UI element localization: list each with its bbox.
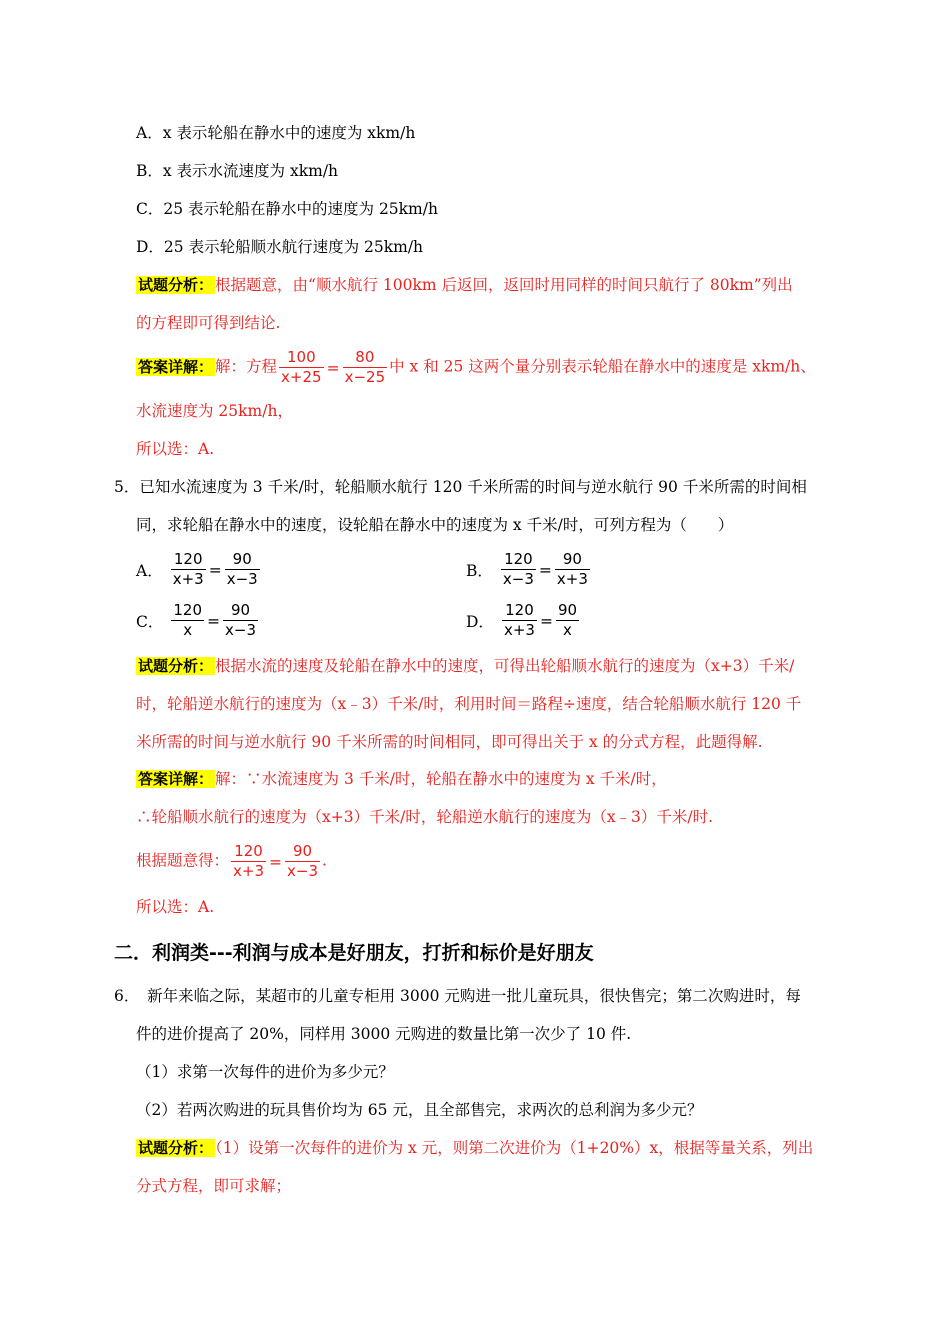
q6-analysis: 试题分析： （1）设第一次每件的进价为 x 元，则第二次进价为（1+20%）x，根据等量关系，列出 [138,1139,814,1157]
q4-analysis-line2: 的方程即可得到结论. [136,314,281,332]
q5-analysis-line3: 米所需的时间与逆水航行 90 千米所需的时间相同，即可得出关于 x 的分式方程，此题得解. [136,733,763,751]
q5-option-d: D． $\frac{120}{x+3}$ = $\frac{90}{x}$ [466,601,578,639]
q6-analysis-line2: 分式方程，即可求解； [136,1177,292,1195]
q6-sub2: （2）若两次购进的玩具售价均为 65 元，且全部售完，求两次的总利润为多少元？ [136,1101,703,1119]
q4-option-d: D．25 表示轮船顺水航行速度为 25km/h [136,238,424,256]
fraction: $\frac{100}{x+25}$ [281,348,322,386]
analysis-tag: 试题分析： [138,657,214,675]
q4-option-a: A．x 表示轮船在静水中的速度为 xkm/h [136,124,416,142]
analysis-tag: 试题分析： [138,1139,214,1157]
q4-answer-line3: 所以选：A. [136,440,215,458]
q4-answer: 答案详解： 解：方程 $\frac{100}{x+25}$ = $\frac{80}{x-25}$ 中 x 和 25 这两个量分别表示轮船在静水中的速度是 xkm/h、 [138,348,816,386]
q5-stem-line2: 同，求轮船在静水中的速度，设轮船在静水中的速度为 x 千米/时，可列方程为（ ） [136,516,734,534]
q6-sub1: （1）求第一次每件的进价为多少元？ [136,1063,394,1081]
q6-stem-line1: 6． 新年来临之际，某超市的儿童专柜用 3000 元购进一批儿童玩具，很快售完；第二次购进时，每 [114,987,801,1005]
section-heading: 二．利润类---利润与成本是好朋友，打折和标价是好朋友 [114,942,594,964]
q5-answer-line3: 根据题意得： $\frac{120}{x+3}$ = $\frac{90}{x-3}$ . [136,842,327,880]
q5-analysis: 试题分析： 根据水流的速度及轮船在静水中的速度，可得出轮船顺水航行的速度为（x+3）千米/ [138,657,795,675]
q5-answer: 答案详解： 解：∵水流速度为 3 千米/时，轮船在静水中的速度为 x 千米/时， [138,770,667,788]
q5-option-b: B． $\frac{120}{x-3}$ = $\frac{90}{x+3}$ [466,550,588,588]
q5-analysis-line2: 时，轮船逆水航行的速度为（x﹣3）千米/时，利用时间＝路程÷速度，结合轮船顺水航行 120 千 [136,695,802,713]
q4-option-b: B．x 表示水流速度为 xkm/h [136,162,339,180]
q5-option-a: A． $\frac{120}{x+3}$ = $\frac{90}{x-3}$ [136,550,258,588]
fraction: $\frac{80}{x-25}$ [344,348,386,386]
analysis-tag: 试题分析： [138,276,214,294]
q5-answer-line2: ∴轮船顺水航行的速度为（x+3）千米/时，轮船逆水航行的速度为（x﹣3）千米/时. [136,808,714,826]
q4-analysis: 试题分析： 根据题意，由“顺水航行 100km 后返回，返回时用同样的时间只航行了 80km”列出 [138,276,793,294]
q5-option-c: C． $\frac{120}{x}$ = $\frac{90}{x-3}$ [136,601,257,639]
answer-tag: 答案详解： [138,770,214,788]
q6-stem-line2: 件的进价提高了 20%，同样用 3000 元购进的数量比第一次少了 10 件. [136,1025,632,1043]
q5-stem-line1: 5．已知水流速度为 3 千米/时，轮船顺水航行 120 千米所需的时间与逆水航行 90 千米所需的时间相 [114,478,807,496]
q4-option-c: C．25 表示轮船在静水中的速度为 25km/h [136,200,438,218]
answer-tag: 答案详解： [138,357,214,376]
q4-answer-line2: 水流速度为 25km/h， [136,402,293,420]
q5-answer-line4: 所以选：A. [136,898,215,916]
